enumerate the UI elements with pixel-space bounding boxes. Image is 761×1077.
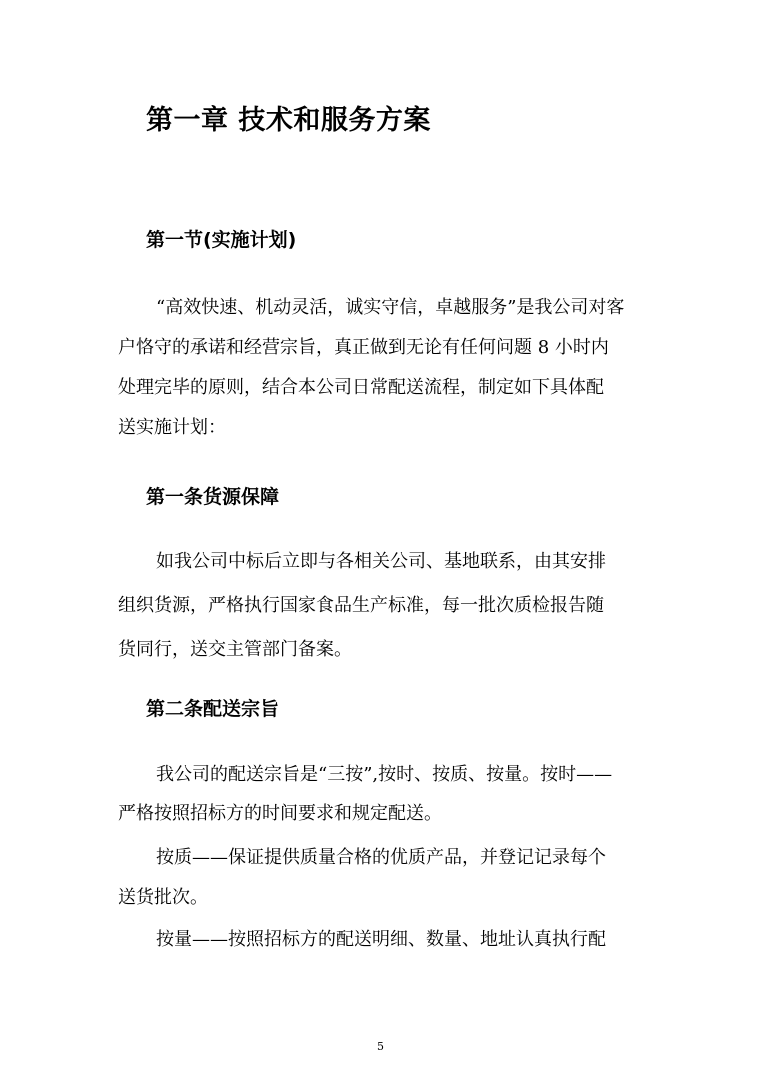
paragraph-line: 我公司的配送宗旨是“三按”,按时、按质、按量。按时——: [156, 764, 613, 785]
paragraph-line: 送实施计划：: [118, 417, 226, 438]
paragraph-line: 按质——保证提供质量合格的优质产品，并登记记录每个: [156, 847, 606, 868]
article-2-paragraph-2: [118, 846, 648, 926]
article-1-title: 第一条货源保障: [146, 486, 280, 508]
article-2-paragraph-1: [118, 763, 648, 841]
paragraph-line: 按量——按照招标方的配送明细、数量、地址认真执行配: [156, 929, 606, 950]
paragraph-line: 严格按照招标方的时间要求和规定配送。: [118, 803, 442, 824]
section-title: 第一节(实施计划): [146, 229, 297, 251]
paragraph-line: 如我公司中标后立即与各相关公司、基地联系，由其安排: [156, 551, 606, 572]
paragraph-line: 处理完毕的原则，结合本公司日常配送流程，制定如下具体配: [118, 377, 604, 398]
page-number: 5: [377, 1040, 384, 1053]
intro-paragraph: [118, 296, 648, 456]
article-2-paragraph-3: [118, 928, 648, 951]
paragraph-line: 户恪守的承诺和经营宗旨，真正做到无论有任何问题 8 小时内: [118, 337, 609, 358]
paragraph-line: 送货批次。: [118, 887, 208, 908]
article-1-paragraph: [118, 550, 648, 682]
article-2-title: 第二条配送宗旨: [146, 698, 280, 720]
paragraph-line: 货同行，送交主管部门备案。: [118, 639, 352, 660]
chapter-title: 第一章 技术和服务方案: [146, 105, 431, 136]
paragraph-line: “高效快速、机动灵活，诚实守信，卓越服务”是我公司对客: [156, 297, 625, 318]
paragraph-line: 组织货源，严格执行国家食品生产标准，每一批次质检报告随: [118, 595, 604, 616]
